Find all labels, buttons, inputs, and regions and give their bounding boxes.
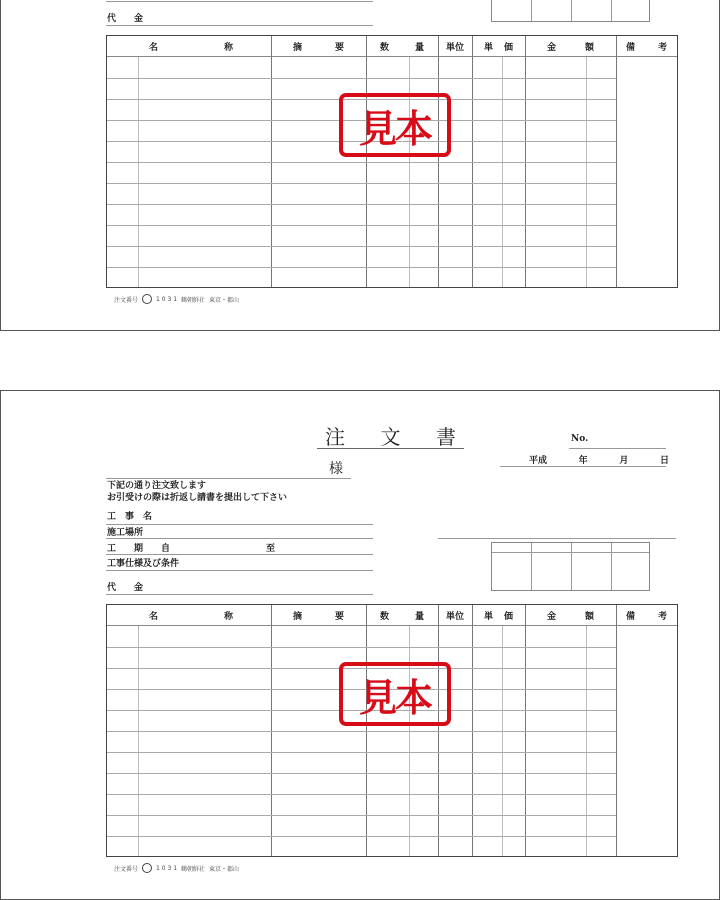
header-text: 単位 — [445, 42, 464, 53]
form-footer — [114, 863, 239, 873]
publisher-logo-icon — [142, 863, 152, 873]
header-amount — [525, 36, 616, 57]
header-quantity — [366, 36, 438, 57]
row-line — [107, 78, 616, 79]
message-line: 下記の通り注文致します — [107, 481, 207, 491]
day-label: 日 — [659, 456, 669, 466]
header-text: 摘 — [293, 42, 303, 53]
items-table — [106, 604, 678, 857]
header-text: 要 — [334, 611, 344, 622]
header-unit-price — [472, 605, 525, 626]
header-remarks — [616, 605, 677, 626]
header-text: 単 — [484, 611, 494, 622]
sub-column-divider — [409, 57, 410, 287]
header-text: 単 — [484, 42, 494, 53]
specs-line — [106, 570, 373, 571]
header-text: 要 — [334, 42, 344, 53]
header-text: 称 — [223, 42, 233, 53]
header-text: 摘 — [293, 611, 303, 622]
title-char: 注 — [325, 425, 345, 449]
row-line — [107, 647, 616, 648]
header-text: 備 — [626, 42, 636, 53]
row-line — [107, 794, 616, 795]
approval-divider — [611, 0, 612, 21]
approval-divider — [571, 543, 572, 590]
sub-column-divider — [502, 57, 503, 287]
header-unit — [438, 605, 472, 626]
footer-label: 注文番号 — [114, 296, 139, 304]
header-text: 考 — [657, 42, 667, 53]
header-text: 称 — [223, 611, 233, 622]
title-char: 書 — [436, 425, 456, 449]
recipient-suffix: 様 — [329, 461, 343, 477]
header-name — [107, 36, 271, 57]
row-line — [107, 731, 616, 732]
specs-line — [106, 1, 373, 2]
header-unit-price — [472, 36, 525, 57]
header-text: 数 — [380, 611, 390, 622]
header-summary — [271, 605, 366, 626]
price-label: 代 金 — [107, 14, 144, 24]
header-quantity — [366, 605, 438, 626]
approval-stamp-boxes — [491, 542, 650, 591]
row-line — [107, 183, 616, 184]
number-line — [569, 448, 666, 449]
column-divider — [616, 605, 617, 856]
sub-column-divider — [138, 626, 139, 856]
message-line: お引受けの際は折返し請書を提出して下さい — [107, 493, 288, 503]
header-text: 量 — [414, 611, 424, 622]
site-line — [106, 538, 373, 539]
order-form-sheet — [0, 390, 720, 900]
approval-divider — [531, 0, 532, 21]
header-text: 金 — [547, 42, 557, 53]
header-unit — [438, 36, 472, 57]
row-line — [107, 752, 616, 753]
header-text: 額 — [584, 611, 594, 622]
price-label: 代 金 — [107, 583, 144, 593]
sub-column-divider — [502, 626, 503, 856]
footer-code: 1 0 3 1 — [156, 295, 178, 303]
date-line — [500, 466, 666, 467]
header-remarks — [616, 36, 677, 57]
number-label: No. — [571, 434, 589, 444]
header-text: 額 — [584, 42, 594, 53]
approval-divider — [571, 0, 572, 21]
footer-publisher: 鶴朝鮮社 — [181, 865, 206, 873]
month-label: 月 — [619, 456, 629, 466]
title-char: 文 — [380, 425, 401, 449]
sample-stamp: 見本 — [339, 93, 451, 157]
order-message — [107, 480, 287, 504]
footer-place: 東京・郡山 — [209, 865, 240, 873]
period-line — [106, 554, 373, 555]
period-to-label: 至 — [266, 544, 276, 554]
period-label: 工 期 自 — [107, 544, 171, 554]
price-line — [106, 594, 373, 595]
order-form-sheet — [0, 0, 720, 331]
approval-stamp-boxes — [491, 0, 650, 22]
header-text: 価 — [503, 42, 513, 53]
sub-column-divider — [586, 57, 587, 287]
row-line — [107, 246, 616, 247]
footer-place: 東京・郡山 — [209, 296, 240, 304]
header-text: 価 — [503, 611, 513, 622]
row-line — [107, 773, 616, 774]
approval-divider — [611, 543, 612, 590]
era-label: 平成 — [529, 456, 548, 466]
row-line — [107, 225, 616, 226]
form-title — [317, 421, 464, 450]
year-label: 年 — [578, 456, 588, 466]
column-divider — [616, 36, 617, 287]
date-labels — [529, 453, 669, 466]
price-line — [106, 25, 373, 26]
signature-line — [438, 538, 676, 539]
header-summary — [271, 36, 366, 57]
row-line — [107, 162, 616, 163]
row-line — [107, 204, 616, 205]
header-name — [107, 605, 271, 626]
sub-column-divider — [138, 57, 139, 287]
header-text: 量 — [414, 42, 424, 53]
header-text: 考 — [657, 611, 667, 622]
publisher-logo-icon — [142, 294, 152, 304]
title-underline — [317, 448, 464, 449]
recipient-line — [106, 478, 351, 479]
form-footer — [114, 294, 239, 304]
header-text: 金 — [547, 611, 557, 622]
specs-label: 工事仕様及び条件 — [107, 559, 180, 569]
row-line — [107, 267, 616, 268]
approval-divider — [531, 543, 532, 590]
row-line — [107, 836, 616, 837]
project-name-line — [106, 524, 373, 525]
sub-column-divider — [586, 626, 587, 856]
row-line — [107, 815, 616, 816]
items-table — [106, 35, 678, 288]
project-name-label: 工 事 名 — [107, 512, 153, 522]
header-text: 名 — [149, 611, 159, 622]
footer-publisher: 鶴朝鮮社 — [181, 296, 206, 304]
header-text: 単位 — [445, 611, 464, 622]
footer-code: 1 0 3 1 — [156, 864, 178, 872]
header-text: 備 — [626, 611, 636, 622]
site-label: 施工場所 — [107, 528, 144, 538]
sample-stamp: 見本 — [339, 662, 451, 726]
sub-column-divider — [409, 626, 410, 856]
header-text: 数 — [380, 42, 390, 53]
footer-label: 注文番号 — [114, 865, 139, 873]
header-text: 名 — [149, 42, 159, 53]
header-amount — [525, 605, 616, 626]
